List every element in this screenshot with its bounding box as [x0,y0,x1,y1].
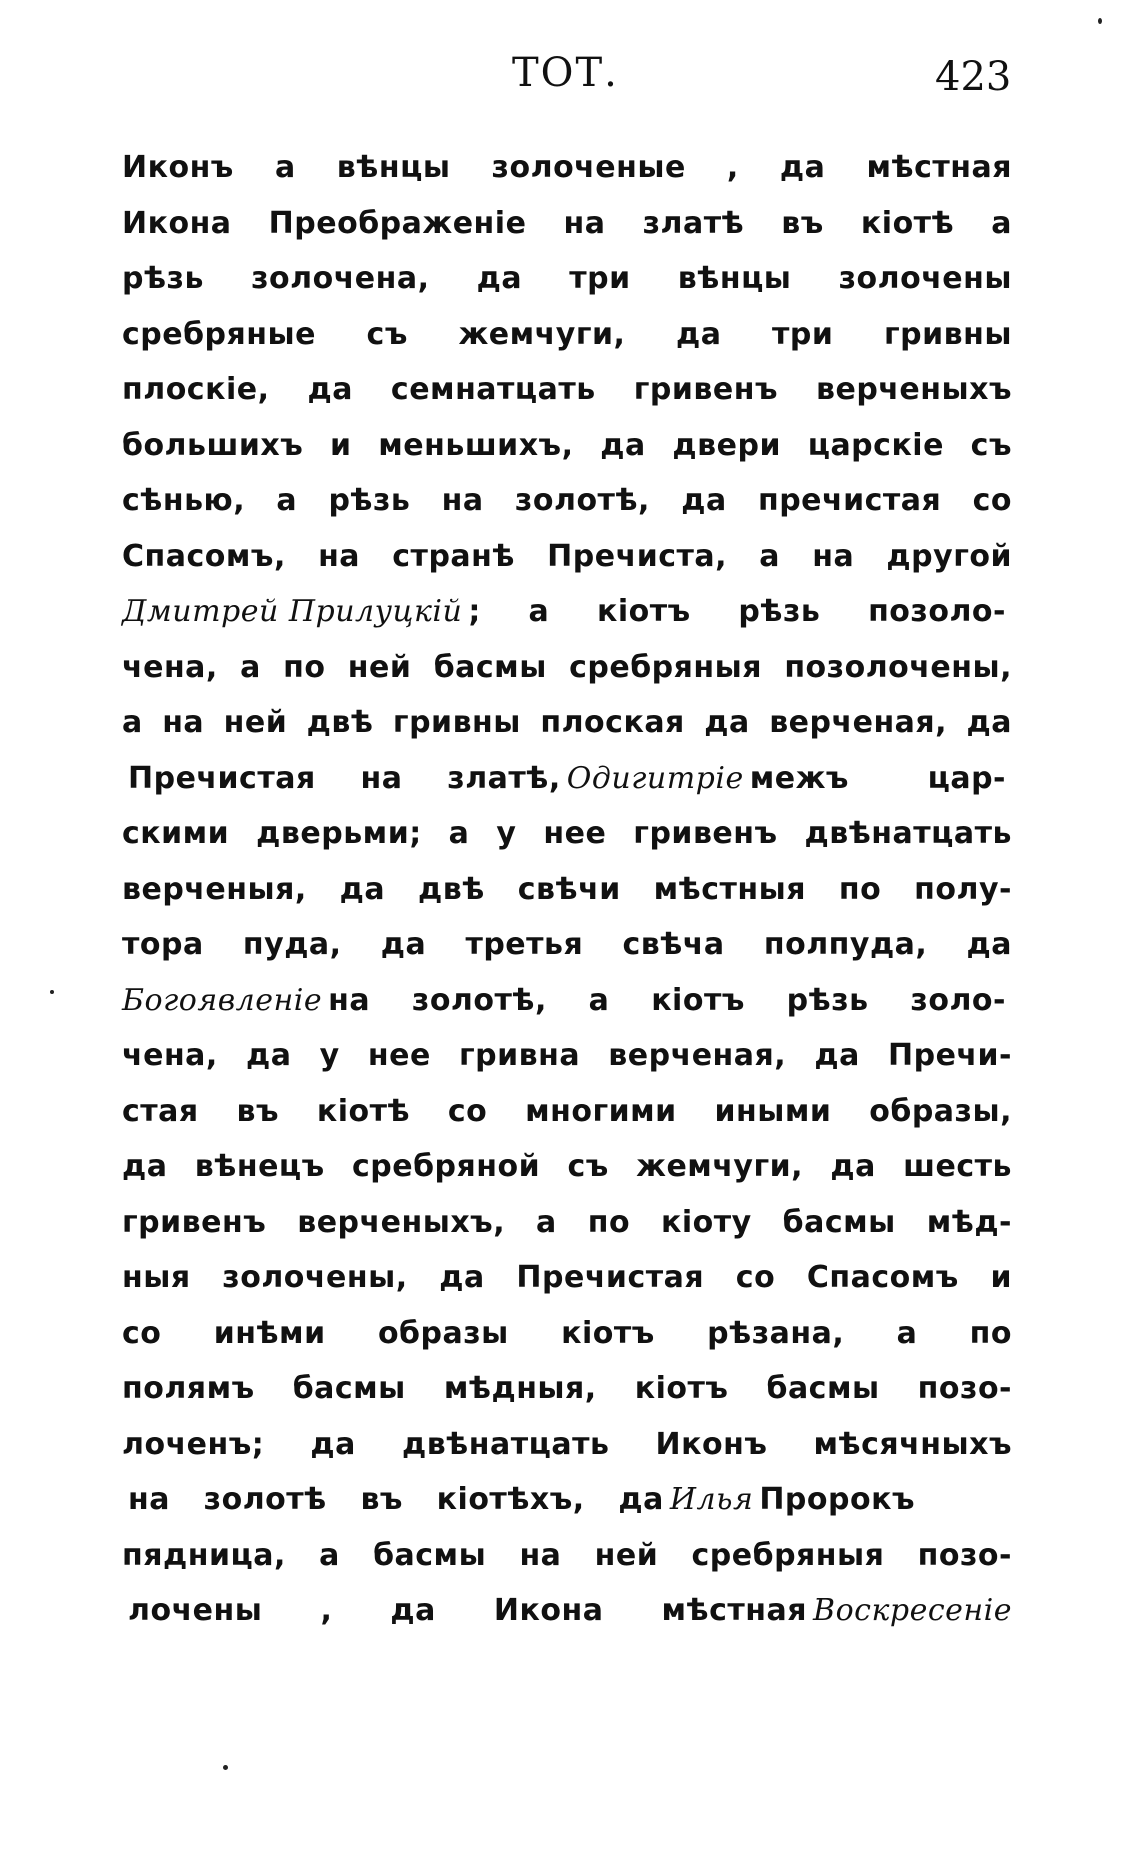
ink-speck [223,1765,228,1770]
text-line [122,761,1012,817]
text-segment: скими дверьми; а у нее гривенъ двѣнатцать [122,816,1012,851]
text-line [122,428,1012,484]
italic-word: Дмитрей Прилуцкій [122,594,463,629]
text-segment: стая въ кіотѣ со многими иными образы, [122,1093,1012,1129]
text-segment: Иконъ а вѣнцы золоченые , да мѣстная [122,150,1012,185]
text-line [122,1538,1012,1594]
text-line [122,927,1012,983]
text-segment: плоскіе, да семнатцать гривенъ верченыхъ [122,372,1012,407]
text-segment: межъ цар- [749,760,1007,796]
text-line [122,1149,1012,1205]
text-segment: сребряные съ жемчуги, да три гривны [122,316,1012,352]
text-line [122,1038,1012,1094]
text-line [122,1094,1012,1150]
text-line [122,1316,1012,1372]
italic-word: Одигитріе [566,760,744,796]
page-number: 423 [935,54,1012,100]
text-line [122,705,1012,761]
ink-speck [1098,18,1102,24]
text-segment: сѣнью, а рѣзь на золотѣ, да пречистая со [122,483,1012,518]
text-segment: да вѣнецъ сребряной съ жемчуги, да шесть [122,1149,1012,1184]
text-line [122,483,1012,539]
text-segment: Пророкъ [759,1482,916,1517]
text-segment: гривенъ верченыхъ, а по кіоту басмы мѣд- [122,1204,1012,1240]
running-head-title: ТОТ. [512,50,619,96]
running-head [0,50,1140,110]
text-segment: чена, а по ней басмы сребряныя позолочены, [122,649,1012,685]
italic-word: Илья [669,1482,754,1517]
text-line [122,594,1012,650]
text-line [122,1371,1012,1427]
text-line [122,872,1012,928]
text-segment: полямъ басмы мѣдныя, кіотъ басмы позо- [122,1371,1012,1406]
text-segment: а на ней двѣ гривны плоская да верченая, да [122,705,1012,740]
body-text [122,150,1012,1649]
text-segment: на золотѣ, а кіотъ рѣзь золо- [328,982,1006,1018]
italic-word: Богоявленіе [122,982,323,1018]
ink-speck [50,990,54,994]
text-line [122,317,1012,373]
italic-word: Воскресеніе [813,1593,1012,1628]
text-segment: ; а кіотъ рѣзь позоло- [468,594,1006,629]
text-segment: верченыя, да двѣ свѣчи мѣстныя по полу- [122,871,1012,907]
text-segment: Спасомъ, на странѣ Пречиста, а на другой [122,538,1012,574]
text-segment: ныя золочены, да Пречистая со Спасомъ и [122,1260,1012,1295]
text-segment: рѣзь золочена, да три вѣнцы золочены [122,261,1012,296]
text-line [122,650,1012,706]
text-segment: тора пуда, да третья свѣча полпуда, да [122,927,1012,962]
text-line [122,372,1012,428]
text-segment: Пречистая на златѣ, [128,760,561,796]
text-line [122,1260,1012,1316]
text-segment: лоченъ; да двѣнатцать Иконъ мѣсячныхъ [122,1426,1012,1462]
text-segment: лочены , да Икона мѣстная [128,1593,808,1628]
text-segment: пядница, а басмы на ней сребряныя позо- [122,1537,1012,1573]
text-line [122,206,1012,262]
text-line [122,261,1012,317]
text-line [122,983,1012,1039]
text-segment: на золотѣ въ кіотѣхъ, да [128,1482,664,1517]
text-line [122,539,1012,595]
text-line [122,1482,1012,1538]
text-segment: большихъ и меньшихъ, да двери царскіе съ [122,427,1012,463]
text-line [122,1205,1012,1261]
text-segment: Икона Преображеніе на златѣ въ кіотѣ а [122,205,1012,241]
text-line [122,150,1012,206]
text-segment: чена, да у нее гривна верченая, да Пречи- [122,1038,1012,1073]
text-line [122,1593,1012,1649]
text-line [122,816,1012,872]
text-line [122,1427,1012,1483]
text-segment: со инѣми образы кіотъ рѣзана, а по [122,1315,1012,1351]
